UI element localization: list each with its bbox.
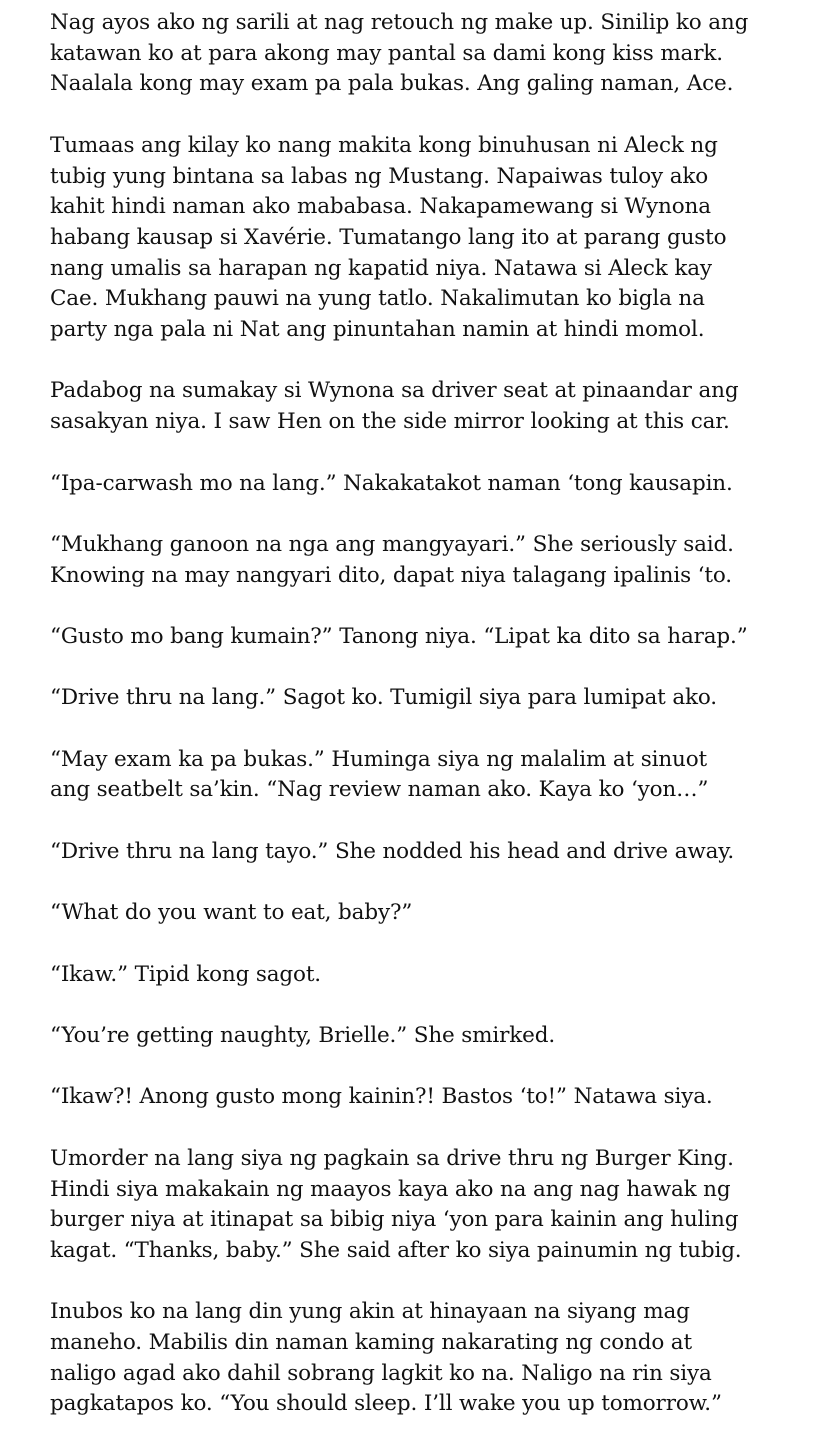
text-line: “You’re getting naughty, Brielle.” She smirked.	[50, 1023, 556, 1049]
paragraph-6	[50, 622, 808, 653]
text-line: sasakyan niya. I saw Hen on the side mirror looking at this car.	[50, 409, 730, 435]
text-line: “Gusto mo bang kumain?” Tanong niya. “Lipat ka dito sa harap.”	[50, 623, 748, 649]
paragraph-2	[50, 131, 808, 346]
paragraph-7	[50, 683, 808, 714]
text-line: naligo agad ako dahil sobrang lagkit ko na. Naligo na rin siya	[50, 1360, 712, 1386]
text-line: habang kausap si Xavérie. Tumatango lang ito at parang gusto	[50, 224, 727, 250]
text-line: “Drive thru na lang.” Sagot ko. Tumigil siya para lumipat ako.	[50, 685, 717, 711]
text-line: Cae. Mukhang pauwi na yung tatlo. Nakalimutan ko bigla na	[50, 286, 705, 312]
paragraph-15	[50, 1297, 808, 1420]
paragraph-12	[50, 1021, 808, 1052]
text-line: Hindi siya makakain ng maayos kaya ako na ang nag hawak ng	[50, 1176, 731, 1202]
text-line: kahit hindi naman ako mababasa. Nakapamewang si Wynona	[50, 194, 711, 220]
text-line: nang umalis sa harapan ng kapatid niya. Natawa si Aleck kay	[50, 255, 712, 281]
text-line: Naalala kong may exam pa pala bukas. Ang galing naman, Ace.	[50, 71, 734, 97]
text-line: “May exam ka pa bukas.” Huminga siya ng malalim at sinuot	[50, 746, 708, 772]
paragraph-3	[50, 376, 808, 437]
text-line: kagat. “Thanks, baby.” She said after ko siya painumin ng tubig.	[50, 1237, 742, 1263]
paragraph-4	[50, 469, 808, 500]
text-line: “What do you want to eat, baby?”	[50, 900, 413, 926]
paragraph-1	[50, 8, 808, 100]
text-line: Umorder na lang siya ng pagkain sa drive thru ng Burger King.	[50, 1145, 734, 1171]
text-line: “Ikaw.” Tipid kong sagot.	[50, 961, 321, 987]
text-line: “Ipa-carwash mo na lang.” Nakakatakot naman ‘tong kausapin.	[50, 470, 733, 496]
text-line: Padabog na sumakay si Wynona sa driver seat at pinaandar ang	[50, 378, 739, 404]
paragraph-10	[50, 898, 808, 929]
text-line: party nga pala ni Nat ang pinuntahan namin at hindi momol.	[50, 317, 705, 343]
paragraph-5	[50, 530, 808, 591]
paragraph-9	[50, 837, 808, 868]
text-line: Nag ayos ako ng sarili at nag retouch ng make up. Sinilip ko ang	[50, 10, 749, 35]
text-line: “Mukhang ganoon na nga ang mangyayari.” She seriously said.	[50, 531, 734, 557]
text-line: pagkatapos ko. “You should sleep. I’ll wake you up tomorrow.”	[50, 1391, 722, 1417]
text-line: “Drive thru na lang tayo.” She nodded his head and drive away.	[50, 838, 735, 864]
text-line: tubig yung bintana sa labas ng Mustang. Napaiwas tuloy ako	[50, 163, 709, 189]
paragraph-13	[50, 1082, 808, 1113]
paragraph-14	[50, 1144, 808, 1267]
paragraph-8	[50, 745, 808, 806]
text-line: katawan ko at para akong may pantal sa dami kong kiss mark.	[50, 40, 723, 66]
text-line: Knowing na may nangyari dito, dapat niya talagang ipalinis ‘to.	[50, 562, 732, 588]
text-line: burger niya at itinapat sa bibig niya ‘yon para kainin ang huling	[50, 1207, 739, 1233]
text-line: maneho. Mabilis din naman kaming nakarating ng condo at	[50, 1330, 692, 1356]
text-line: ang seatbelt sa’kin. “Nag review naman ako. Kaya ko ‘yon…”	[50, 777, 709, 803]
paragraph-11	[50, 960, 808, 991]
text-line: Inubos ko na lang din yung akin at hinayaan na siyang mag	[50, 1299, 690, 1325]
text-line: “Ikaw?! Anong gusto mong kainin?! Bastos ‘to!” Natawa siya.	[50, 1084, 713, 1110]
text-line: Tumaas ang kilay ko nang makita kong binuhusan ni Aleck ng	[50, 132, 718, 158]
